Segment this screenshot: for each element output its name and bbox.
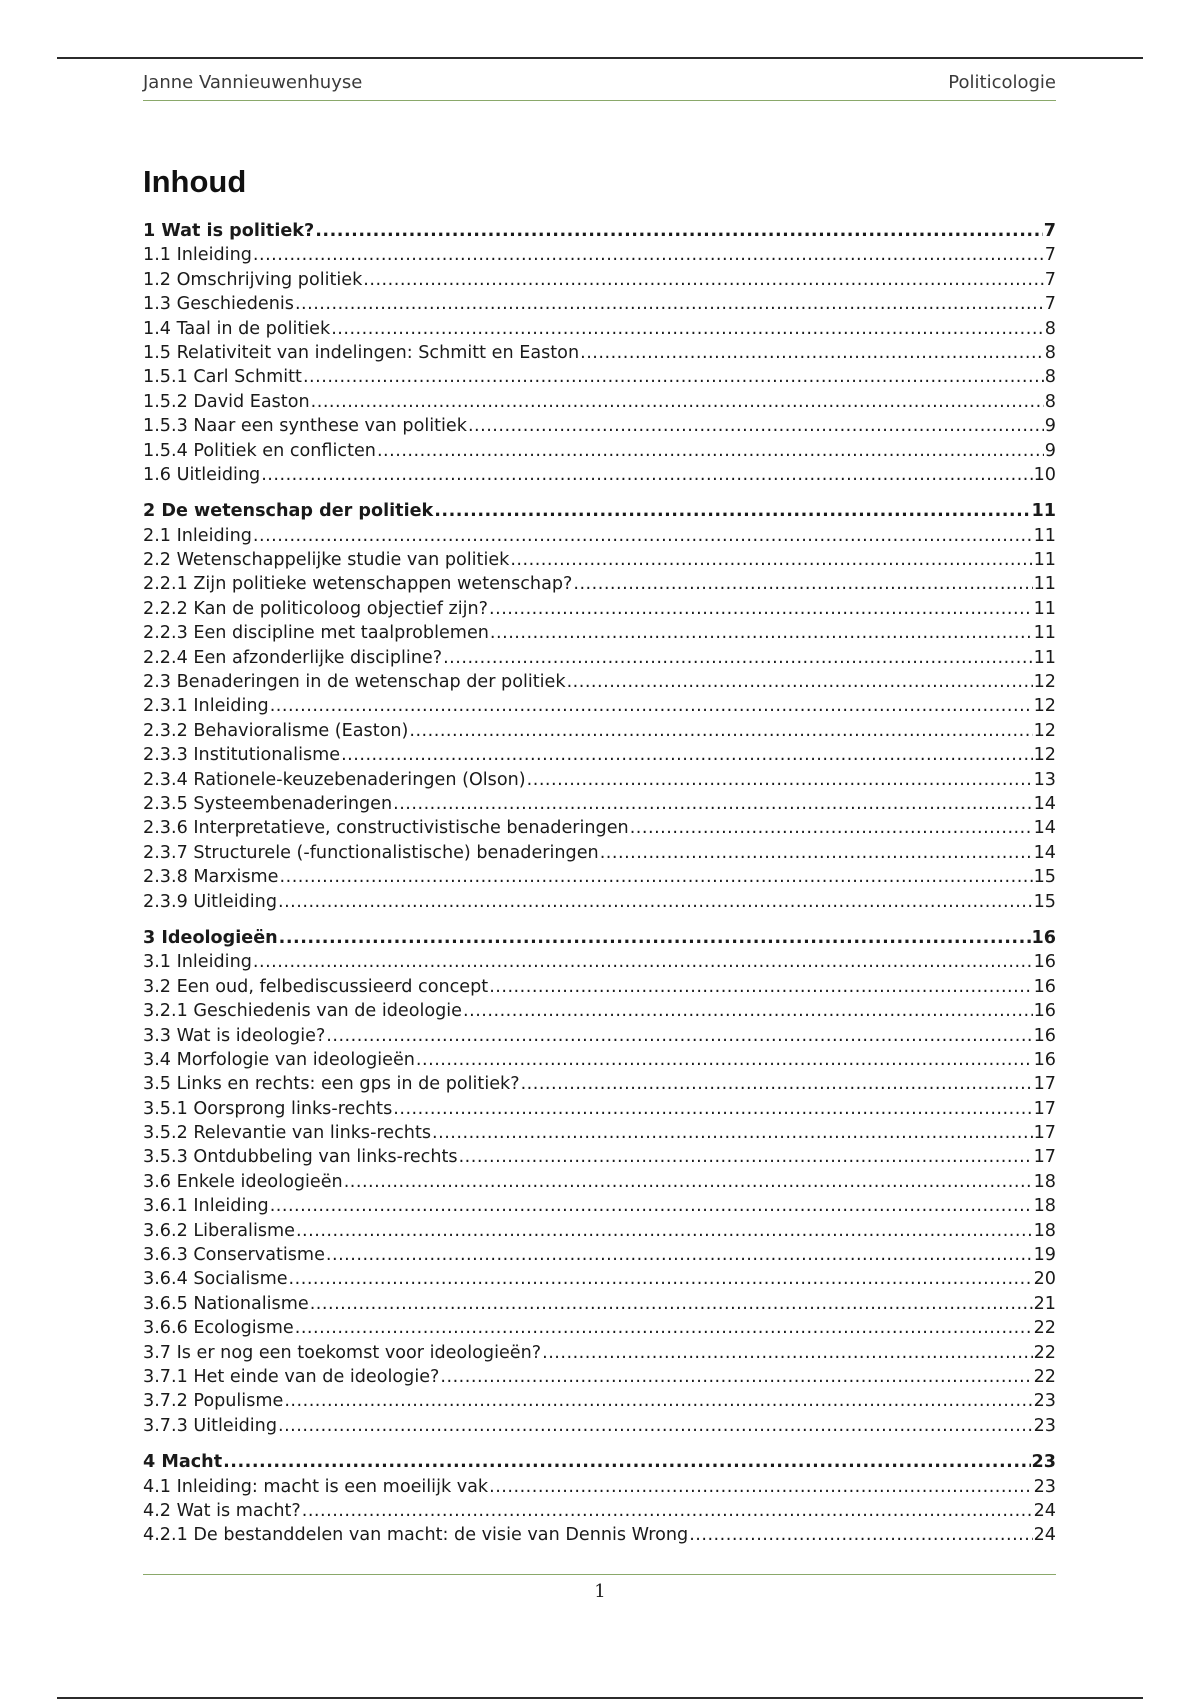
toc-entry-page: 20 — [1033, 1269, 1056, 1290]
toc-entry-page: 22 — [1033, 1318, 1056, 1339]
toc-entry-label: 3.2.1 Geschiedenis van de ideologie — [143, 1001, 463, 1022]
toc-dot-leader — [280, 865, 1033, 889]
toc-chapter-entry[interactable] — [143, 1450, 1056, 1474]
toc-dot-leader — [253, 524, 1033, 548]
toc-entry-label: 1.4 Taal in de politiek — [143, 318, 331, 339]
toc-entry-label: 2.1 Inleiding — [143, 525, 252, 546]
toc-section-entry[interactable] — [143, 548, 1056, 572]
toc-section-entry[interactable] — [143, 1145, 1056, 1169]
toc-dot-leader — [295, 1316, 1033, 1340]
toc-dot-leader — [295, 292, 1044, 316]
toc-entry-label: 2.2 Wetenschappelijke studie van politiek — [143, 550, 510, 571]
toc-entry-label: 1.3 Geschiedenis — [143, 294, 294, 315]
toc-entry-label: 2.3.3 Institutionalisme — [143, 745, 341, 766]
toc-entry-label: 3.6.6 Ecologisme — [143, 1318, 294, 1339]
toc-entry-label: 2.2.4 Een afzonderlijke discipline? — [143, 647, 443, 668]
toc-section-entry[interactable] — [143, 1316, 1056, 1340]
toc-dot-leader — [377, 439, 1044, 463]
toc-section-entry[interactable] — [143, 317, 1056, 341]
toc-section-entry[interactable] — [143, 890, 1056, 914]
toc-dot-leader — [489, 597, 1033, 621]
toc-entry-page: 16 — [1033, 1025, 1056, 1046]
toc-entry-label: 3.5 Links en rechts: een gps in de politiek? — [143, 1074, 520, 1095]
toc-entry-page: 23 — [1033, 1391, 1056, 1412]
toc-entry-label: 4 Macht — [143, 1452, 223, 1473]
toc-entry-page: 12 — [1033, 745, 1056, 766]
toc-entry-page: 12 — [1033, 672, 1056, 693]
toc-dot-leader — [289, 1267, 1033, 1291]
toc-dot-leader — [253, 950, 1033, 974]
toc-entry-page: 11 — [1033, 574, 1056, 595]
toc-entry-label: 4.2.1 De bestanddelen van macht: de visie van Dennis Wrong — [143, 1525, 689, 1546]
toc-entry-label: 3.7.1 Het einde van de ideologie? — [143, 1366, 440, 1387]
toc-dot-leader — [489, 975, 1032, 999]
toc-dot-leader — [440, 1365, 1032, 1389]
toc-dot-leader — [344, 1170, 1033, 1194]
toc-dot-leader — [303, 365, 1044, 389]
toc-dot-leader — [510, 548, 1032, 572]
toc-dot-leader — [393, 1097, 1032, 1121]
toc-entry-page: 12 — [1033, 720, 1056, 741]
toc-entry-page: 11 — [1033, 598, 1056, 619]
toc-entry-page: 16 — [1033, 1049, 1056, 1070]
page-header — [143, 72, 1056, 98]
toc-entry-label: 4.2 Wat is macht? — [143, 1500, 301, 1521]
toc-entry-page: 7 — [1044, 245, 1056, 266]
toc-dot-leader — [521, 1072, 1033, 1096]
toc-section-entry[interactable] — [143, 1341, 1056, 1365]
toc-dot-leader — [270, 1194, 1033, 1218]
toc-title: Inhoud — [143, 164, 247, 199]
toc-entry-page: 9 — [1044, 440, 1056, 461]
toc-entry-page: 11 — [1033, 550, 1056, 571]
toc-dot-leader — [463, 999, 1033, 1023]
toc-entry-label: 2 De wetenschap der politiek — [143, 501, 434, 522]
toc-section-entry[interactable] — [143, 1170, 1056, 1194]
toc-entry-page: 11 — [1033, 525, 1056, 546]
toc-entry-page: 19 — [1033, 1245, 1056, 1266]
toc-entry-label: 3.7.2 Populisme — [143, 1391, 284, 1412]
toc-section-entry[interactable] — [143, 1097, 1056, 1121]
toc-dot-leader — [630, 816, 1033, 840]
toc-entry-page: 16 — [1033, 952, 1056, 973]
toc-entry-label: 1.2 Omschrijving politiek — [143, 269, 363, 290]
toc-entry-label: 3.5.1 Oorsprong links-rechts — [143, 1098, 393, 1119]
toc-dot-leader — [489, 1475, 1032, 1499]
toc-entry-page: 11 — [1033, 623, 1056, 644]
toc-entry-label: 2.3 Benaderingen in de wetenschap der politiek — [143, 672, 566, 693]
toc-dot-leader — [302, 1499, 1033, 1523]
toc-entry-page: 10 — [1033, 464, 1056, 485]
toc-entry-label: 2.3.5 Systeembenaderingen — [143, 793, 393, 814]
toc-dot-leader — [527, 768, 1033, 792]
toc-entry-page: 7 — [1044, 269, 1056, 290]
page-edge-top — [57, 57, 1143, 59]
toc-dot-leader — [278, 890, 1033, 914]
toc-dot-leader — [284, 1389, 1032, 1413]
toc-entry-page: 17 — [1033, 1098, 1056, 1119]
toc-section-entry[interactable] — [143, 670, 1056, 694]
toc-section-entry[interactable] — [143, 743, 1056, 767]
toc-dot-leader — [270, 694, 1033, 718]
toc-entry-label: 3.2 Een oud, felbediscussieerd concept — [143, 976, 489, 997]
toc-entry-label: 3 Ideologieën — [143, 927, 278, 948]
toc-entry-page: 12 — [1033, 696, 1056, 717]
toc-dot-leader — [416, 1048, 1033, 1072]
toc-entry-page: 22 — [1033, 1342, 1056, 1363]
toc-dot-leader — [279, 926, 1031, 950]
toc-section-entry[interactable] — [143, 572, 1056, 596]
toc-entry-label: 1.5.2 David Easton — [143, 391, 310, 412]
toc-section-entry[interactable] — [143, 1389, 1056, 1413]
page-edge-bottom — [57, 1697, 1143, 1699]
toc-section-entry[interactable] — [143, 792, 1056, 816]
toc-entry-label: 3.3 Wat is ideologie? — [143, 1025, 326, 1046]
toc-entry-label: 4.1 Inleiding: macht is een moeilijk vak — [143, 1476, 489, 1497]
page-number: 1 — [594, 1581, 606, 1602]
toc-entry-page: 18 — [1033, 1220, 1056, 1241]
toc-entry-page: 15 — [1033, 891, 1056, 912]
toc-dot-leader — [331, 317, 1044, 341]
toc-dot-leader — [468, 414, 1044, 438]
toc-dot-leader — [580, 341, 1044, 365]
toc-entry-label: 3.6.5 Nationalisme — [143, 1293, 309, 1314]
toc-dot-leader — [326, 1024, 1032, 1048]
toc-entry-page: 11 — [1031, 501, 1056, 522]
toc-entry-label: 2.3.9 Uitleiding — [143, 891, 277, 912]
toc-entry-page: 14 — [1033, 842, 1056, 863]
toc-entry-label: 3.7.3 Uitleiding — [143, 1415, 277, 1436]
toc-section-entry[interactable] — [143, 1194, 1056, 1218]
toc-dot-leader — [459, 1145, 1033, 1169]
toc-entry-page: 23 — [1033, 1476, 1056, 1497]
toc-dot-leader — [223, 1450, 1030, 1474]
toc-section-entry[interactable] — [143, 1072, 1056, 1096]
header-author: Janne Vannieuwenhuyse — [143, 72, 363, 93]
toc-section-entry[interactable] — [143, 719, 1056, 743]
toc-dot-leader — [409, 719, 1032, 743]
header-rule — [143, 100, 1056, 101]
toc-entry-page: 13 — [1033, 769, 1056, 790]
toc-chapter-entry[interactable] — [143, 499, 1056, 523]
toc-entry-page: 7 — [1043, 221, 1056, 241]
toc-entry-page: 23 — [1033, 1415, 1056, 1436]
toc-entry-label: 2.2.1 Zijn politieke wetenschappen wetenschap? — [143, 574, 573, 595]
toc-section-entry[interactable] — [143, 292, 1056, 316]
toc-dot-leader — [326, 1243, 1033, 1267]
toc-entry-page: 17 — [1033, 1123, 1056, 1144]
toc-entry-page: 11 — [1033, 647, 1056, 668]
toc-section-entry[interactable] — [143, 1024, 1056, 1048]
toc-entry-label: 1.5.1 Carl Schmitt — [143, 367, 302, 388]
toc-section-entry[interactable] — [143, 1414, 1056, 1438]
toc-dot-leader — [311, 390, 1044, 414]
toc-section-entry[interactable] — [143, 1243, 1056, 1267]
toc-dot-leader — [573, 572, 1032, 596]
toc-section-entry[interactable] — [143, 841, 1056, 865]
toc-section-entry[interactable] — [143, 768, 1056, 792]
toc-section-entry[interactable] — [143, 268, 1056, 292]
toc-entry-page: 17 — [1033, 1074, 1056, 1095]
toc-entry-label: 2.3.6 Interpretatieve, constructivistische benaderingen — [143, 818, 629, 839]
toc-entry-label: 1.5.4 Politiek en conflicten — [143, 440, 376, 461]
toc-section-entry[interactable] — [143, 1365, 1056, 1389]
footer-rule — [143, 1574, 1056, 1575]
toc-section-entry[interactable] — [143, 390, 1056, 414]
toc-dot-leader — [363, 268, 1044, 292]
toc-entry-page: 24 — [1033, 1525, 1056, 1546]
toc-dot-leader — [434, 499, 1030, 523]
toc-entry-page: 17 — [1033, 1147, 1056, 1168]
toc-entry-label: 3.6 Enkele ideologieën — [143, 1171, 343, 1192]
toc-section-entry[interactable] — [143, 524, 1056, 548]
toc-entry-label: 1.1 Inleiding — [143, 245, 252, 266]
table-of-contents — [143, 219, 1056, 1548]
toc-dot-leader — [315, 219, 1043, 243]
toc-entry-page: 16 — [1033, 1001, 1056, 1022]
toc-entry-page: 8 — [1044, 391, 1056, 412]
toc-entry-label: 3.6.2 Liberalisme — [143, 1220, 295, 1241]
toc-section-entry[interactable] — [143, 1267, 1056, 1291]
toc-section-entry[interactable] — [143, 463, 1056, 487]
toc-dot-leader — [393, 792, 1032, 816]
toc-entry-label: 1.6 Uitleiding — [143, 464, 261, 485]
toc-entry-label: 2.3.7 Structurele (-functionalistische) benaderingen — [143, 842, 599, 863]
toc-entry-label: 1.5 Relativiteit van indelingen: Schmitt en Easton — [143, 342, 580, 363]
toc-entry-page: 24 — [1033, 1500, 1056, 1521]
toc-chapter-entry[interactable] — [143, 219, 1056, 243]
toc-entry-page: 8 — [1044, 342, 1056, 363]
toc-section-entry[interactable] — [143, 439, 1056, 463]
toc-section-entry[interactable] — [143, 243, 1056, 267]
toc-section-entry[interactable] — [143, 1292, 1056, 1316]
toc-entry-label: 2.3.1 Inleiding — [143, 696, 269, 717]
toc-dot-leader — [310, 1292, 1033, 1316]
toc-section-entry[interactable] — [143, 597, 1056, 621]
toc-entry-label: 3.7 Is er nog een toekomst voor ideologieën? — [143, 1342, 542, 1363]
toc-entry-label: 3.5.2 Relevantie van links-rechts — [143, 1123, 432, 1144]
toc-section-entry[interactable] — [143, 414, 1056, 438]
toc-entry-label: 2.3.2 Behavioralisme (Easton) — [143, 720, 409, 741]
toc-dot-leader — [432, 1121, 1033, 1145]
toc-entry-page: 21 — [1033, 1293, 1056, 1314]
toc-section-entry[interactable] — [143, 621, 1056, 645]
toc-entry-page: 18 — [1033, 1171, 1056, 1192]
toc-entry-page: 14 — [1033, 818, 1056, 839]
toc-section-entry[interactable] — [143, 341, 1056, 365]
toc-dot-leader — [341, 743, 1033, 767]
toc-entry-label: 3.6.1 Inleiding — [143, 1196, 269, 1217]
toc-dot-leader — [567, 670, 1033, 694]
toc-section-entry[interactable] — [143, 1475, 1056, 1499]
toc-entry-page: 8 — [1044, 318, 1056, 339]
toc-entry-page: 16 — [1031, 927, 1056, 948]
toc-section-entry[interactable] — [143, 694, 1056, 718]
toc-dot-leader — [490, 621, 1033, 645]
toc-section-entry[interactable] — [143, 865, 1056, 889]
toc-entry-label: 2.2.2 Kan de politicoloog objectief zijn? — [143, 598, 489, 619]
header-course: Politicologie — [948, 72, 1056, 93]
toc-section-entry[interactable] — [143, 1523, 1056, 1547]
toc-section-entry[interactable] — [143, 1499, 1056, 1523]
toc-chapter-entry[interactable] — [143, 926, 1056, 950]
toc-entry-page: 16 — [1033, 976, 1056, 997]
toc-entry-label: 3.6.3 Conservatisme — [143, 1245, 325, 1266]
toc-entry-page: 23 — [1031, 1452, 1056, 1473]
toc-entry-label: 1.5.3 Naar een synthese van politiek — [143, 416, 467, 437]
toc-dot-leader — [253, 243, 1044, 267]
toc-entry-page: 18 — [1033, 1196, 1056, 1217]
toc-entry-label: 2.2.3 Een discipline met taalproblemen — [143, 623, 489, 644]
toc-entry-page: 22 — [1033, 1366, 1056, 1387]
toc-entry-label: 2.3.8 Marxisme — [143, 867, 279, 888]
toc-entry-page: 15 — [1033, 867, 1056, 888]
toc-section-entry[interactable] — [143, 1121, 1056, 1145]
toc-dot-leader — [261, 463, 1032, 487]
toc-section-entry[interactable] — [143, 975, 1056, 999]
toc-entry-label: 3.6.4 Socialisme — [143, 1269, 288, 1290]
toc-entry-label: 3.1 Inleiding — [143, 952, 252, 973]
toc-entry-page: 9 — [1044, 416, 1056, 437]
toc-dot-leader — [689, 1523, 1032, 1547]
toc-dot-leader — [296, 1219, 1033, 1243]
toc-section-entry[interactable] — [143, 1219, 1056, 1243]
toc-dot-leader — [278, 1414, 1033, 1438]
toc-dot-leader — [542, 1341, 1033, 1365]
toc-section-entry[interactable] — [143, 365, 1056, 389]
toc-section-entry[interactable] — [143, 646, 1056, 670]
toc-entry-label: 3.5.3 Ontdubbeling van links-rechts — [143, 1147, 458, 1168]
toc-section-entry[interactable] — [143, 999, 1056, 1023]
toc-dot-leader — [600, 841, 1033, 865]
toc-dot-leader — [443, 646, 1033, 670]
toc-section-entry[interactable] — [143, 816, 1056, 840]
toc-entry-label: 3.4 Morfologie van ideologieën — [143, 1049, 415, 1070]
toc-section-entry[interactable] — [143, 1048, 1056, 1072]
toc-entry-label: 1 Wat is politiek? — [143, 221, 315, 241]
toc-entry-page: 7 — [1044, 294, 1056, 315]
toc-entry-label: 2.3.4 Rationele-keuzebenaderingen (Olson) — [143, 769, 526, 790]
toc-entry-page: 14 — [1033, 793, 1056, 814]
toc-entry-page: 8 — [1044, 367, 1056, 388]
toc-section-entry[interactable] — [143, 950, 1056, 974]
